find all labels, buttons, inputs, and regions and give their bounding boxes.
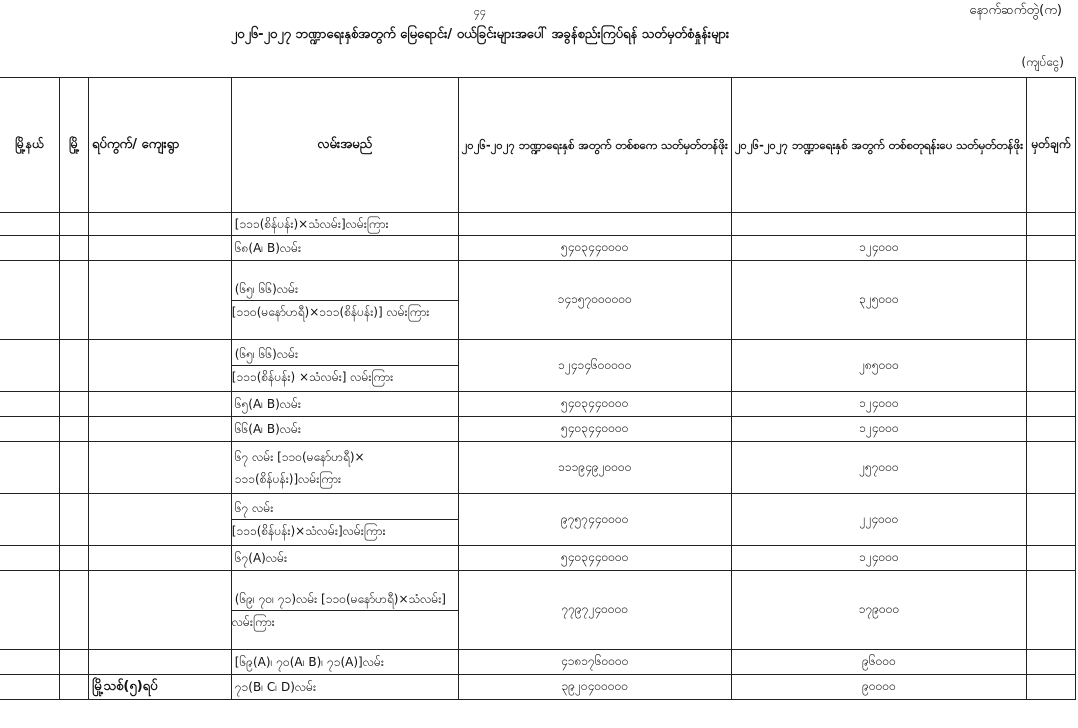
- table-row: [0, 494, 1076, 546]
- cell-remark: [1027, 571, 1076, 650]
- cell-value-per-unit: ၁၁၁၉၄၉၂၀၀၀၀: [458, 442, 731, 494]
- cell-town: [60, 236, 88, 261]
- road-name-line: ၆၇ လမ်း: [234, 501, 274, 515]
- road-name-line: (၆၅၊ ၆၆)လမ်း: [234, 347, 299, 361]
- column-header-value-per-sqft: ၂၀၂၆-၂၀၂၇ ဘဏ္ဍာရေးနှစ် အတွက် တစ်စတုရန်းပေ သတ်မှတ်တန်ဖိုး: [731, 78, 1026, 213]
- cell-remark: [1027, 392, 1076, 417]
- land-value-table: [0, 77, 1076, 700]
- table-row: [0, 650, 1076, 675]
- cell-remark: [1027, 417, 1076, 442]
- cell-township: [0, 494, 60, 546]
- cell-road: [231, 392, 458, 417]
- road-name-line: [၁၁၁(စိန်ပန်း)×သံလမ်း]လမ်းကြား: [234, 217, 389, 231]
- cell-remark: [1027, 213, 1076, 236]
- cell-value-per-sqft: ၁၂၄၀၀၀: [731, 236, 1026, 261]
- cell-ward: [88, 494, 231, 546]
- cell-ward: [88, 571, 231, 650]
- road-name-line: ၆၆(A၊ B)လမ်း: [234, 422, 301, 436]
- cell-township: [0, 417, 60, 442]
- road-name-line: [၆၉(A)၊ ၇၀(A၊ B)၊ ၇၁(A)]လမ်း: [234, 655, 384, 669]
- cell-town: [60, 442, 88, 494]
- road-name-line: (၆၉၊ ၇၀၊ ၇၁)လမ်း [၁၁၀(မနော်ဟရီ)×သံလမ်း]: [234, 591, 446, 606]
- cell-town: [60, 675, 88, 700]
- cell-value-per-sqft: [731, 213, 1026, 236]
- table-row: [0, 442, 1076, 494]
- cell-value-per-unit: ၃၉၂၀၄၀၀၀၀၀: [458, 675, 731, 700]
- cell-ward: [88, 546, 231, 571]
- cell-ward: [88, 340, 231, 392]
- cell-town: [60, 417, 88, 442]
- cell-road: [231, 417, 458, 442]
- cell-value-per-sqft: ၂၅၇၀၀၀: [731, 442, 1026, 494]
- cell-township: [0, 340, 60, 392]
- currency-unit: (ကျပ်ငွေ): [1021, 55, 1064, 69]
- road-name-line: ၆၅(A၊ B)လမ်း: [234, 397, 301, 411]
- column-header-road: လမ်းအမည်: [231, 78, 458, 213]
- table-body: [0, 213, 1076, 700]
- cell-remark: [1027, 236, 1076, 261]
- table-row: [0, 261, 1076, 340]
- cell-ward: [88, 213, 231, 236]
- cell-value-per-sqft: ၁၂၄၀၀၀: [731, 417, 1026, 442]
- cell-remark: [1027, 442, 1076, 494]
- annex-label: နောက်ဆက်တွဲ(က): [969, 3, 1062, 18]
- cell-township: [0, 650, 60, 675]
- cell-remark: [1027, 650, 1076, 675]
- cell-township: [0, 442, 60, 494]
- cell-ward: [88, 392, 231, 417]
- cell-value-per-unit: ၉၇၅၇၄၄၀၀၀၀: [458, 494, 731, 546]
- road-name-line: (၆၅၊ ၆၆)လမ်း: [234, 281, 299, 296]
- page-number: ၄၄: [473, 5, 487, 18]
- cell-town: [60, 392, 88, 417]
- cell-road: [231, 494, 458, 546]
- cell-remark: [1027, 494, 1076, 546]
- road-name-line: [၁၁၀(မနော်ဟရီ)×၁၁၁(စိန်ပန်း)] လမ်းကြား: [232, 300, 458, 323]
- cell-ward: မြို့သစ်(၅)ရပ်: [88, 675, 231, 700]
- cell-township: [0, 546, 60, 571]
- cell-township: [0, 571, 60, 650]
- road-name-line: ၆၈(A၊ B)လမ်း: [234, 241, 302, 255]
- cell-township: [0, 675, 60, 700]
- cell-value-per-sqft: ၂၂၄၀၀၀: [731, 494, 1026, 546]
- road-name-line: ၆၇(A)လမ်း: [234, 551, 288, 565]
- cell-value-per-unit: ၅၄၀၃၄၄၀၀၀၀: [458, 392, 731, 417]
- cell-value-per-unit: ၁၄၁၅၇၀၀၀၀၀၀: [458, 261, 731, 340]
- road-name-line: ၆၇ လမ်း [၁၁၀(မနော်ဟရီ)×: [234, 449, 365, 464]
- cell-town: [60, 546, 88, 571]
- cell-town: [60, 650, 88, 675]
- column-header-ward: ရပ်ကွက်/ ကျေးရွာ: [88, 78, 231, 213]
- cell-remark: [1027, 261, 1076, 340]
- table-row: [0, 675, 1076, 700]
- cell-road: [231, 650, 458, 675]
- road-name-line: ၇၁(B၊ C၊ D)လမ်း: [234, 680, 317, 694]
- cell-road: [231, 236, 458, 261]
- cell-value-per-sqft: ၁၇၉၀၀၀: [731, 571, 1026, 650]
- cell-road: [231, 675, 458, 700]
- column-header-value-per-unit: ၂၀၂၆-၂၀၂၇ ဘဏ္ဍာရေးနှစ် အတွက် တစ်စကေ သတ်မှတ်တန်ဖိုး: [458, 78, 731, 213]
- column-header-township: မြို့နယ်: [0, 78, 60, 213]
- cell-value-per-unit: ၅၄၀၃၄၄၀၀၀၀: [458, 236, 731, 261]
- cell-value-per-sqft: ၁၂၄၀၀၀: [731, 546, 1026, 571]
- road-name-line: ၁၁၁(စိန်ပန်း)]လမ်းကြား: [234, 471, 342, 486]
- cell-value-per-sqft: ၁၂၄၀၀၀: [731, 392, 1026, 417]
- cell-road: [231, 571, 458, 650]
- table-header-row: [0, 78, 1076, 213]
- cell-value-per-sqft: ၉၆၀၀၀: [731, 650, 1026, 675]
- cell-remark: [1027, 675, 1076, 700]
- cell-town: [60, 213, 88, 236]
- cell-ward: [88, 236, 231, 261]
- cell-township: [0, 213, 60, 236]
- cell-ward: [88, 261, 231, 340]
- column-header-town: မြို့: [60, 78, 88, 213]
- cell-value-per-unit: ၅၄၀၃၄၄၀၀၀၀: [458, 417, 731, 442]
- cell-road: [231, 442, 458, 494]
- cell-value-per-unit: ၁၂၄၁၄၆၀၀၀၀၀: [458, 340, 731, 392]
- table-row: [0, 571, 1076, 650]
- cell-value-per-sqft: ၉၀၀၀၀: [731, 675, 1026, 700]
- cell-value-per-unit: ၇၇၉၇၂၄၀၀၀၀: [458, 571, 731, 650]
- cell-road: [231, 213, 458, 236]
- cell-township: [0, 392, 60, 417]
- cell-road: [231, 546, 458, 571]
- cell-remark: [1027, 340, 1076, 392]
- cell-town: [60, 340, 88, 392]
- table-row: [0, 213, 1076, 236]
- cell-value-per-sqft: ၃၂၅၀၀၀: [731, 261, 1026, 340]
- table-row: [0, 546, 1076, 571]
- cell-town: [60, 494, 88, 546]
- road-name-line: [၁၁၁(စိန်ပန်း)×သံလမ်း]လမ်းကြား: [232, 519, 458, 542]
- cell-road: [231, 340, 458, 392]
- cell-town: [60, 261, 88, 340]
- document-title: ၂၀၂၆-၂၀၂၇ ဘဏ္ဍာရေးနှစ်အတွက် မြေရောင်း/ ဝယ်ခြင်းများအပေါ် အခွန်စည်းကြပ်ရန် သတ်မှတ်စံနှုန်းများ: [230, 27, 730, 42]
- table-row: [0, 417, 1076, 442]
- cell-value-per-unit: ၄၁၈၁၇၆၀၀၀၀: [458, 650, 731, 675]
- table-row: [0, 236, 1076, 261]
- cell-ward: [88, 442, 231, 494]
- cell-remark: [1027, 546, 1076, 571]
- table-row: [0, 392, 1076, 417]
- road-name-line: [၁၁၁(စိန်ပန်း) ×သံလမ်း] လမ်းကြား: [232, 365, 458, 388]
- cell-town: [60, 571, 88, 650]
- column-header-remark: မှတ်ချက်: [1027, 78, 1076, 213]
- cell-township: [0, 236, 60, 261]
- cell-road: [231, 261, 458, 340]
- cell-ward: [88, 650, 231, 675]
- cell-ward: [88, 417, 231, 442]
- cell-value-per-unit: ၅၄၀၃၄၄၀၀၀၀: [458, 546, 731, 571]
- cell-value-per-sqft: ၂၈၅၀၀၀: [731, 340, 1026, 392]
- table-row: [0, 340, 1076, 392]
- cell-township: [0, 261, 60, 340]
- cell-value-per-unit: [458, 213, 731, 236]
- road-name-line: လမ်းကြား: [232, 610, 458, 633]
